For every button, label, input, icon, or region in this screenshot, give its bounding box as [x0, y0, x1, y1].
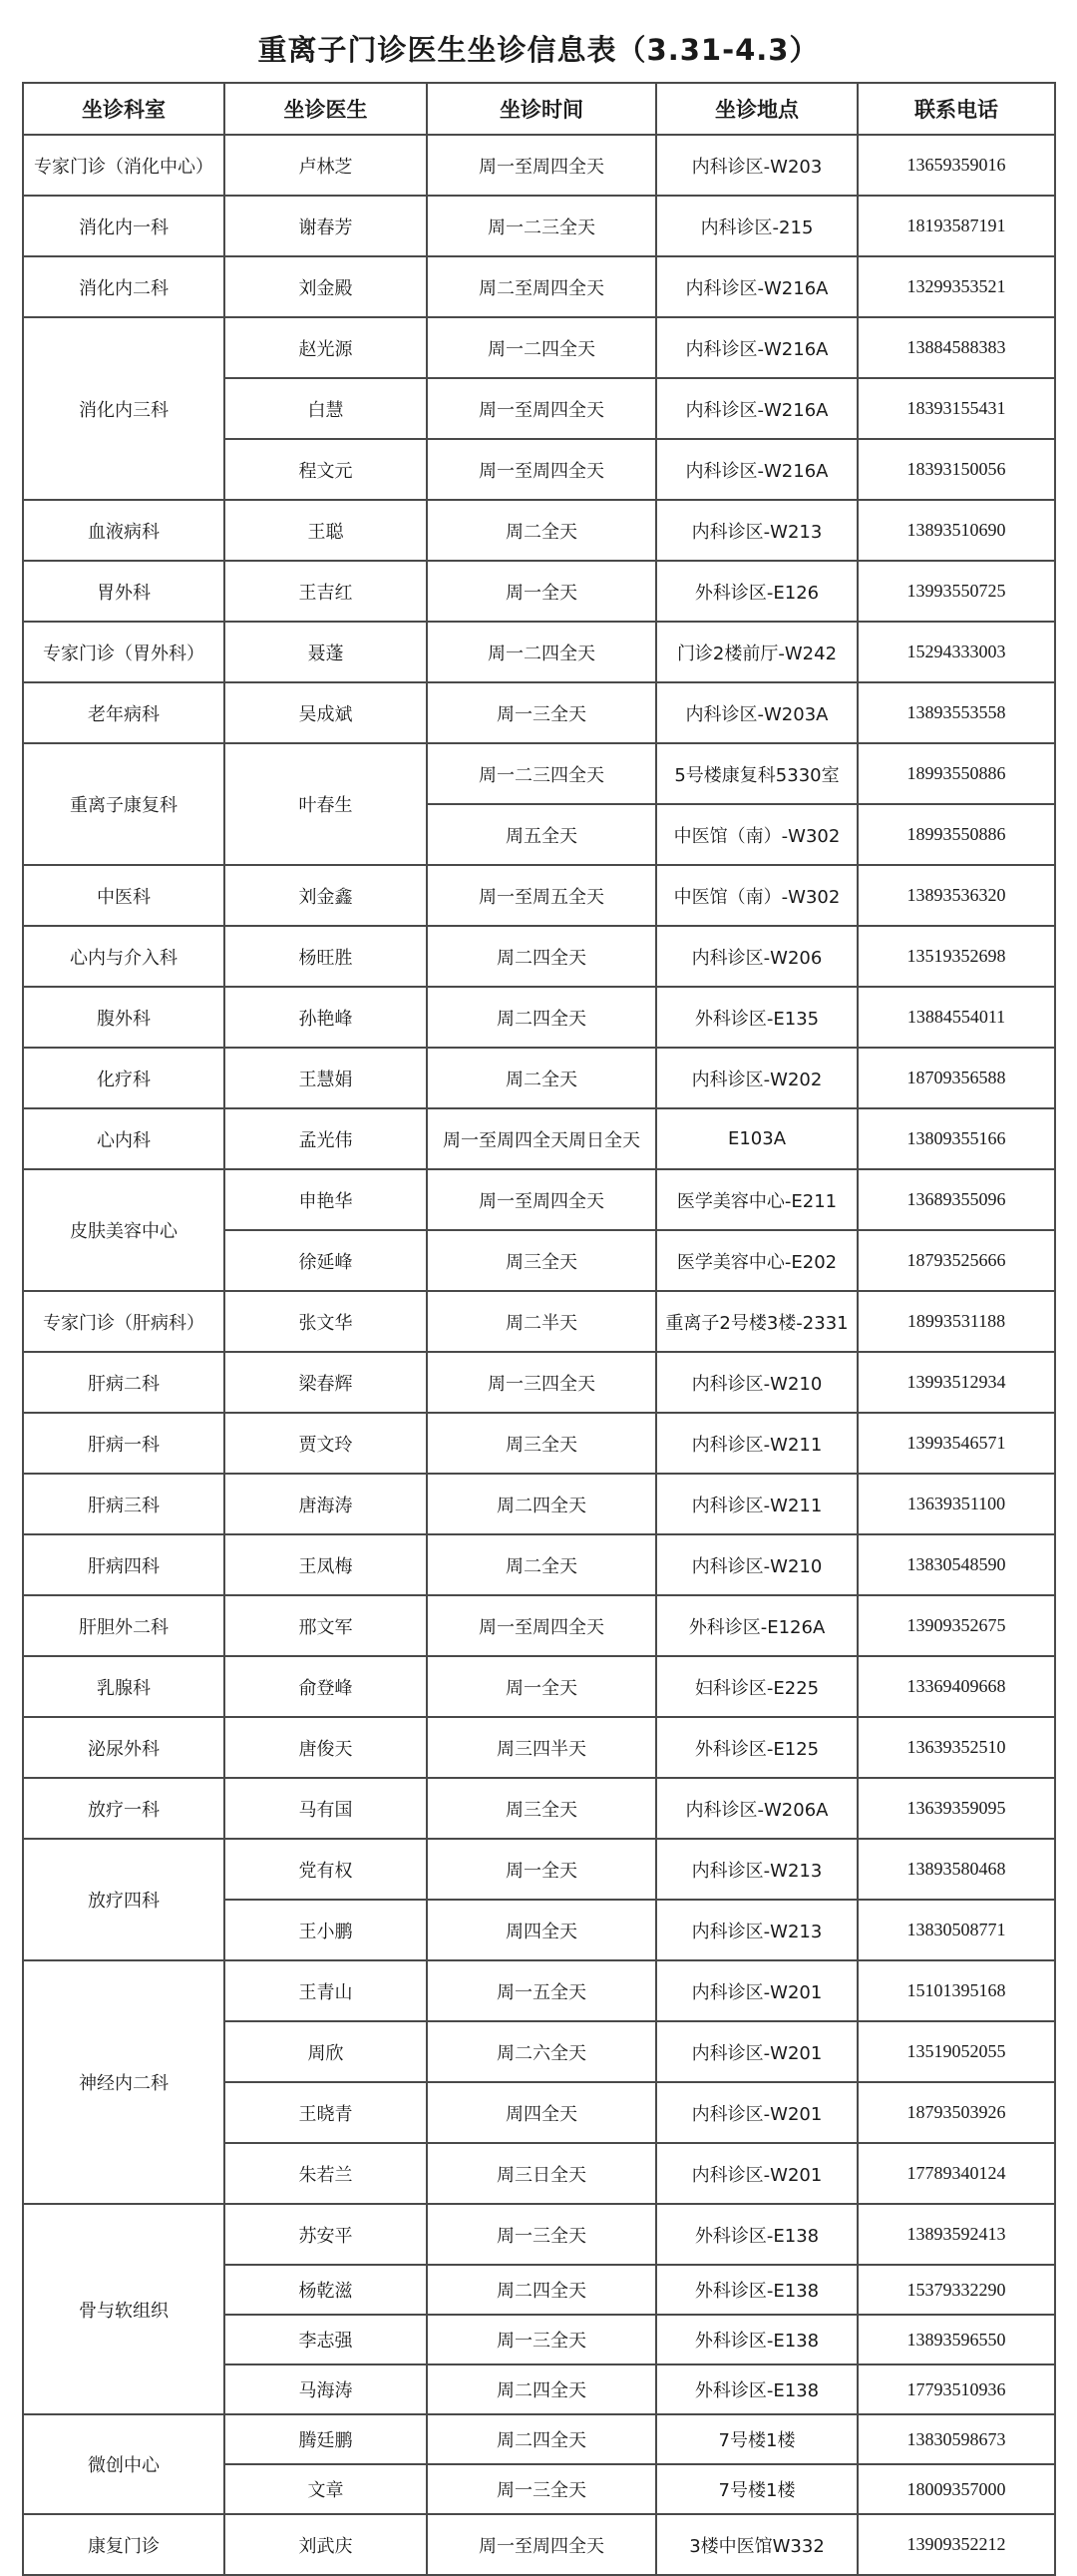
dept-cell: 泌尿外科: [23, 1717, 224, 1778]
location-cell: 内科诊区-W201: [656, 2082, 858, 2143]
location-cell: 内科诊区-W216A: [656, 439, 858, 500]
time-cell: 周一至周四全天周日全天: [427, 1108, 656, 1169]
phone-cell: 13893510690: [858, 500, 1055, 561]
dept-cell: 消化内二科: [23, 256, 224, 317]
location-cell: 内科诊区-215: [656, 196, 858, 256]
dept-cell: 肝病一科: [23, 1413, 224, 1474]
doctor-cell: 贾文玲: [224, 1413, 427, 1474]
table-row: [23, 196, 1055, 256]
phone-cell: 13659359016: [858, 135, 1055, 196]
phone-cell: 18993550886: [858, 804, 1055, 865]
phone-cell: 18193587191: [858, 196, 1055, 256]
header-doctor: 坐诊医生: [224, 83, 427, 135]
phone-cell: 15379332290: [858, 2265, 1055, 2315]
time-cell: 周二全天: [427, 1534, 656, 1595]
doctor-cell: 朱若兰: [224, 2143, 427, 2204]
doctor-cell: 程文元: [224, 439, 427, 500]
time-cell: 周四全天: [427, 1900, 656, 1960]
doctor-cell: 唐海涛: [224, 1474, 427, 1534]
time-cell: 周一全天: [427, 1656, 656, 1717]
time-cell: 周三全天: [427, 1230, 656, 1291]
location-cell: 内科诊区-W201: [656, 2143, 858, 2204]
time-cell: 周一至周四全天: [427, 439, 656, 500]
table-row: [23, 622, 1055, 682]
dept-cell: 肝病四科: [23, 1534, 224, 1595]
doctor-cell: 梁春辉: [224, 1352, 427, 1413]
location-cell: E103A: [656, 1108, 858, 1169]
phone-cell: 13639359095: [858, 1778, 1055, 1839]
doctor-cell: 王吉红: [224, 561, 427, 622]
phone-cell: 13830598673: [858, 2414, 1055, 2464]
phone-cell: 13893536320: [858, 865, 1055, 926]
dept-cell: 消化内一科: [23, 196, 224, 256]
location-cell: 重离子2号楼3楼-2331: [656, 1291, 858, 1352]
doctor-cell: 申艳华: [224, 1169, 427, 1230]
location-cell: 内科诊区-W206A: [656, 1778, 858, 1839]
location-cell: 医学美容中心-E211: [656, 1169, 858, 1230]
phone-cell: 17793510936: [858, 2364, 1055, 2414]
phone-cell: 18393155431: [858, 378, 1055, 439]
doctor-cell: 王小鹏: [224, 1900, 427, 1960]
table-row: [23, 1778, 1055, 1839]
time-cell: 周二全天: [427, 1048, 656, 1108]
location-cell: 内科诊区-W213: [656, 1839, 858, 1900]
table-row: [23, 1656, 1055, 1717]
doctor-cell: 文章: [224, 2464, 427, 2514]
phone-cell: 13884554011: [858, 987, 1055, 1048]
doctor-cell: 马海涛: [224, 2364, 427, 2414]
table-row: [23, 1352, 1055, 1413]
time-cell: 周五全天: [427, 804, 656, 865]
time-cell: 周二四全天: [427, 1474, 656, 1534]
dept-cell: 中医科: [23, 865, 224, 926]
phone-cell: 18793503926: [858, 2082, 1055, 2143]
location-cell: 内科诊区-W211: [656, 1474, 858, 1534]
dept-cell: 肝胆外二科: [23, 1595, 224, 1656]
table-row: [23, 926, 1055, 987]
dept-cell: 重离子康复科: [23, 743, 224, 865]
dept-cell: 康复门诊: [23, 2514, 224, 2575]
dept-cell: 心内科: [23, 1108, 224, 1169]
location-cell: 门诊2楼前厅-W242: [656, 622, 858, 682]
location-cell: 内科诊区-W206: [656, 926, 858, 987]
location-cell: 外科诊区-E126A: [656, 1595, 858, 1656]
header-location: 坐诊地点: [656, 83, 858, 135]
time-cell: 周一全天: [427, 1839, 656, 1900]
doctor-cell: 王凤梅: [224, 1534, 427, 1595]
doctor-cell: 吴成斌: [224, 682, 427, 743]
time-cell: 周一至周四全天: [427, 378, 656, 439]
dept-cell: 专家门诊（消化中心）: [23, 135, 224, 196]
location-cell: 内科诊区-W216A: [656, 378, 858, 439]
time-cell: 周三日全天: [427, 2143, 656, 2204]
time-cell: 周一至周四全天: [427, 1169, 656, 1230]
dept-cell: 放疗一科: [23, 1778, 224, 1839]
doctor-cell: 卢林芝: [224, 135, 427, 196]
doctor-cell: 党有权: [224, 1839, 427, 1900]
table-row: [23, 1048, 1055, 1108]
location-cell: 医学美容中心-E202: [656, 1230, 858, 1291]
location-cell: 3楼中医馆W332: [656, 2514, 858, 2575]
table-row: [23, 135, 1055, 196]
table-row: [23, 865, 1055, 926]
dept-cell: 放疗四科: [23, 1839, 224, 1960]
time-cell: 周一二三四全天: [427, 743, 656, 804]
doctor-cell: 聂蓬: [224, 622, 427, 682]
phone-cell: 15101395168: [858, 1960, 1055, 2021]
time-cell: 周一五全天: [427, 1960, 656, 2021]
time-cell: 周二四全天: [427, 2364, 656, 2414]
dept-cell: 神经内二科: [23, 1960, 224, 2204]
doctor-cell: 俞登峰: [224, 1656, 427, 1717]
time-cell: 周三全天: [427, 1413, 656, 1474]
doctor-cell: 刘金鑫: [224, 865, 427, 926]
time-cell: 周一二三全天: [427, 196, 656, 256]
table-row: [23, 2204, 1055, 2265]
header-dept: 坐诊科室: [23, 83, 224, 135]
table-row: [23, 1717, 1055, 1778]
table-row: [23, 1839, 1055, 1900]
dept-cell: 化疗科: [23, 1048, 224, 1108]
phone-cell: 13519052055: [858, 2021, 1055, 2082]
location-cell: 外科诊区-E138: [656, 2364, 858, 2414]
page-title: 重离子门诊医生坐诊信息表（3.31-4.3）: [257, 33, 820, 67]
time-cell: 周一三全天: [427, 2315, 656, 2364]
location-cell: 中医馆（南）-W302: [656, 804, 858, 865]
time-cell: 周一二四全天: [427, 317, 656, 378]
dept-cell: 心内与介入科: [23, 926, 224, 987]
phone-cell: 13809355166: [858, 1108, 1055, 1169]
doctor-cell: 谢春芳: [224, 196, 427, 256]
table-body: [23, 135, 1055, 2575]
table-row: [23, 561, 1055, 622]
table-row: [23, 682, 1055, 743]
time-cell: 周一三全天: [427, 2204, 656, 2265]
phone-cell: 13369409668: [858, 1656, 1055, 1717]
doctor-cell: 刘武庆: [224, 2514, 427, 2575]
dept-cell: 腹外科: [23, 987, 224, 1048]
time-cell: 周二至周四全天: [427, 256, 656, 317]
phone-cell: 18393150056: [858, 439, 1055, 500]
location-cell: 7号楼1楼: [656, 2414, 858, 2464]
doctor-cell: 杨旺胜: [224, 926, 427, 987]
phone-cell: 13884588383: [858, 317, 1055, 378]
dept-cell: 骨与软组织: [23, 2204, 224, 2414]
phone-cell: 13993512934: [858, 1352, 1055, 1413]
table-row: [23, 1960, 1055, 2021]
location-cell: 外科诊区-E126: [656, 561, 858, 622]
time-cell: 周二四全天: [427, 2414, 656, 2464]
table-row: [23, 2514, 1055, 2575]
doctor-cell: 王晓青: [224, 2082, 427, 2143]
time-cell: 周一三全天: [427, 2464, 656, 2514]
dept-cell: 专家门诊（肝病科）: [23, 1291, 224, 1352]
time-cell: 周二全天: [427, 500, 656, 561]
dept-cell: 老年病科: [23, 682, 224, 743]
dept-cell: 胃外科: [23, 561, 224, 622]
location-cell: 内科诊区-W216A: [656, 317, 858, 378]
dept-cell: 血液病科: [23, 500, 224, 561]
dept-cell: 肝病三科: [23, 1474, 224, 1534]
doctor-cell: 赵光源: [224, 317, 427, 378]
phone-cell: 13830508771: [858, 1900, 1055, 1960]
table-row: [23, 317, 1055, 378]
time-cell: 周一全天: [427, 561, 656, 622]
doctor-cell: 王聪: [224, 500, 427, 561]
location-cell: 内科诊区-W201: [656, 2021, 858, 2082]
phone-cell: 18793525666: [858, 1230, 1055, 1291]
dept-cell: 皮肤美容中心: [23, 1169, 224, 1291]
doctor-cell: 孙艳峰: [224, 987, 427, 1048]
table-row: [23, 1169, 1055, 1230]
time-cell: 周一至周四全天: [427, 2514, 656, 2575]
time-cell: 周二四全天: [427, 987, 656, 1048]
table-row: [23, 500, 1055, 561]
phone-cell: 18993531188: [858, 1291, 1055, 1352]
time-cell: 周二四全天: [427, 926, 656, 987]
header-phone: 联系电话: [858, 83, 1055, 135]
time-cell: 周三全天: [427, 1778, 656, 1839]
phone-cell: 13909352675: [858, 1595, 1055, 1656]
table-header-row: [23, 83, 1055, 135]
doctor-cell: 杨乾滋: [224, 2265, 427, 2315]
table-row: [23, 1108, 1055, 1169]
phone-cell: 15294333003: [858, 622, 1055, 682]
phone-cell: 13830548590: [858, 1534, 1055, 1595]
doctor-cell: 王青山: [224, 1960, 427, 2021]
time-cell: 周二半天: [427, 1291, 656, 1352]
location-cell: 7号楼1楼: [656, 2464, 858, 2514]
dept-cell: 消化内三科: [23, 317, 224, 500]
location-cell: 外科诊区-E138: [656, 2265, 858, 2315]
location-cell: 外科诊区-E125: [656, 1717, 858, 1778]
doctor-cell: 李志强: [224, 2315, 427, 2364]
phone-cell: 13639352510: [858, 1717, 1055, 1778]
dept-cell: 专家门诊（胃外科）: [23, 622, 224, 682]
time-cell: 周一三全天: [427, 682, 656, 743]
table-row: [23, 1291, 1055, 1352]
table-row: [23, 987, 1055, 1048]
phone-cell: 13639351100: [858, 1474, 1055, 1534]
location-cell: 内科诊区-W203: [656, 135, 858, 196]
location-cell: 内科诊区-W201: [656, 1960, 858, 2021]
phone-cell: 13893592413: [858, 2204, 1055, 2265]
location-cell: 内科诊区-W202: [656, 1048, 858, 1108]
phone-cell: 13909352212: [858, 2514, 1055, 2575]
doctor-cell: 孟光伟: [224, 1108, 427, 1169]
time-cell: 周三四半天: [427, 1717, 656, 1778]
time-cell: 周一三四全天: [427, 1352, 656, 1413]
phone-cell: 18009357000: [858, 2464, 1055, 2514]
table-row: [23, 1534, 1055, 1595]
schedule-table: [22, 82, 1056, 2576]
location-cell: 外科诊区-E138: [656, 2315, 858, 2364]
phone-cell: 13893580468: [858, 1839, 1055, 1900]
time-cell: 周一至周四全天: [427, 135, 656, 196]
phone-cell: 17789340124: [858, 2143, 1055, 2204]
phone-cell: 13893553558: [858, 682, 1055, 743]
time-cell: 周一至周五全天: [427, 865, 656, 926]
dept-cell: 微创中心: [23, 2414, 224, 2514]
table-row: [23, 1595, 1055, 1656]
header-time: 坐诊时间: [427, 83, 656, 135]
location-cell: 内科诊区-W211: [656, 1413, 858, 1474]
location-cell: 内科诊区-W213: [656, 1900, 858, 1960]
time-cell: 周四全天: [427, 2082, 656, 2143]
doctor-cell: 邢文军: [224, 1595, 427, 1656]
location-cell: 内科诊区-W213: [656, 500, 858, 561]
doctor-cell: 刘金殿: [224, 256, 427, 317]
doctor-cell: 张文华: [224, 1291, 427, 1352]
doctor-cell: 腾廷鹏: [224, 2414, 427, 2464]
doctor-cell: 马有国: [224, 1778, 427, 1839]
phone-cell: 13993550725: [858, 561, 1055, 622]
doctor-cell: 苏安平: [224, 2204, 427, 2265]
location-cell: 5号楼康复科5330室: [656, 743, 858, 804]
location-cell: 内科诊区-W203A: [656, 682, 858, 743]
time-cell: 周二六全天: [427, 2021, 656, 2082]
phone-cell: 13689355096: [858, 1169, 1055, 1230]
table-row: [23, 1413, 1055, 1474]
dept-cell: 肝病二科: [23, 1352, 224, 1413]
time-cell: 周二四全天: [427, 2265, 656, 2315]
dept-cell: 乳腺科: [23, 1656, 224, 1717]
table-row: [23, 256, 1055, 317]
phone-cell: 13993546571: [858, 1413, 1055, 1474]
doctor-cell: 周欣: [224, 2021, 427, 2082]
table-row: [23, 743, 1055, 804]
phone-cell: 13893596550: [858, 2315, 1055, 2364]
location-cell: 中医馆（南）-W302: [656, 865, 858, 926]
time-cell: 周一至周四全天: [427, 1595, 656, 1656]
phone-cell: 18993550886: [858, 743, 1055, 804]
phone-cell: 13519352698: [858, 926, 1055, 987]
phone-cell: 18709356588: [858, 1048, 1055, 1108]
location-cell: 妇科诊区-E225: [656, 1656, 858, 1717]
doctor-cell: 唐俊天: [224, 1717, 427, 1778]
location-cell: 内科诊区-W210: [656, 1534, 858, 1595]
table-row: [23, 2414, 1055, 2464]
location-cell: 内科诊区-W210: [656, 1352, 858, 1413]
location-cell: 外科诊区-E138: [656, 2204, 858, 2265]
doctor-cell: 徐延峰: [224, 1230, 427, 1291]
doctor-cell: 王慧娟: [224, 1048, 427, 1108]
doctor-cell: 叶春生: [224, 743, 427, 865]
location-cell: 内科诊区-W216A: [656, 256, 858, 317]
doctor-cell: 白慧: [224, 378, 427, 439]
table-row: [23, 1474, 1055, 1534]
location-cell: 外科诊区-E135: [656, 987, 858, 1048]
time-cell: 周一二四全天: [427, 622, 656, 682]
phone-cell: 13299353521: [858, 256, 1055, 317]
